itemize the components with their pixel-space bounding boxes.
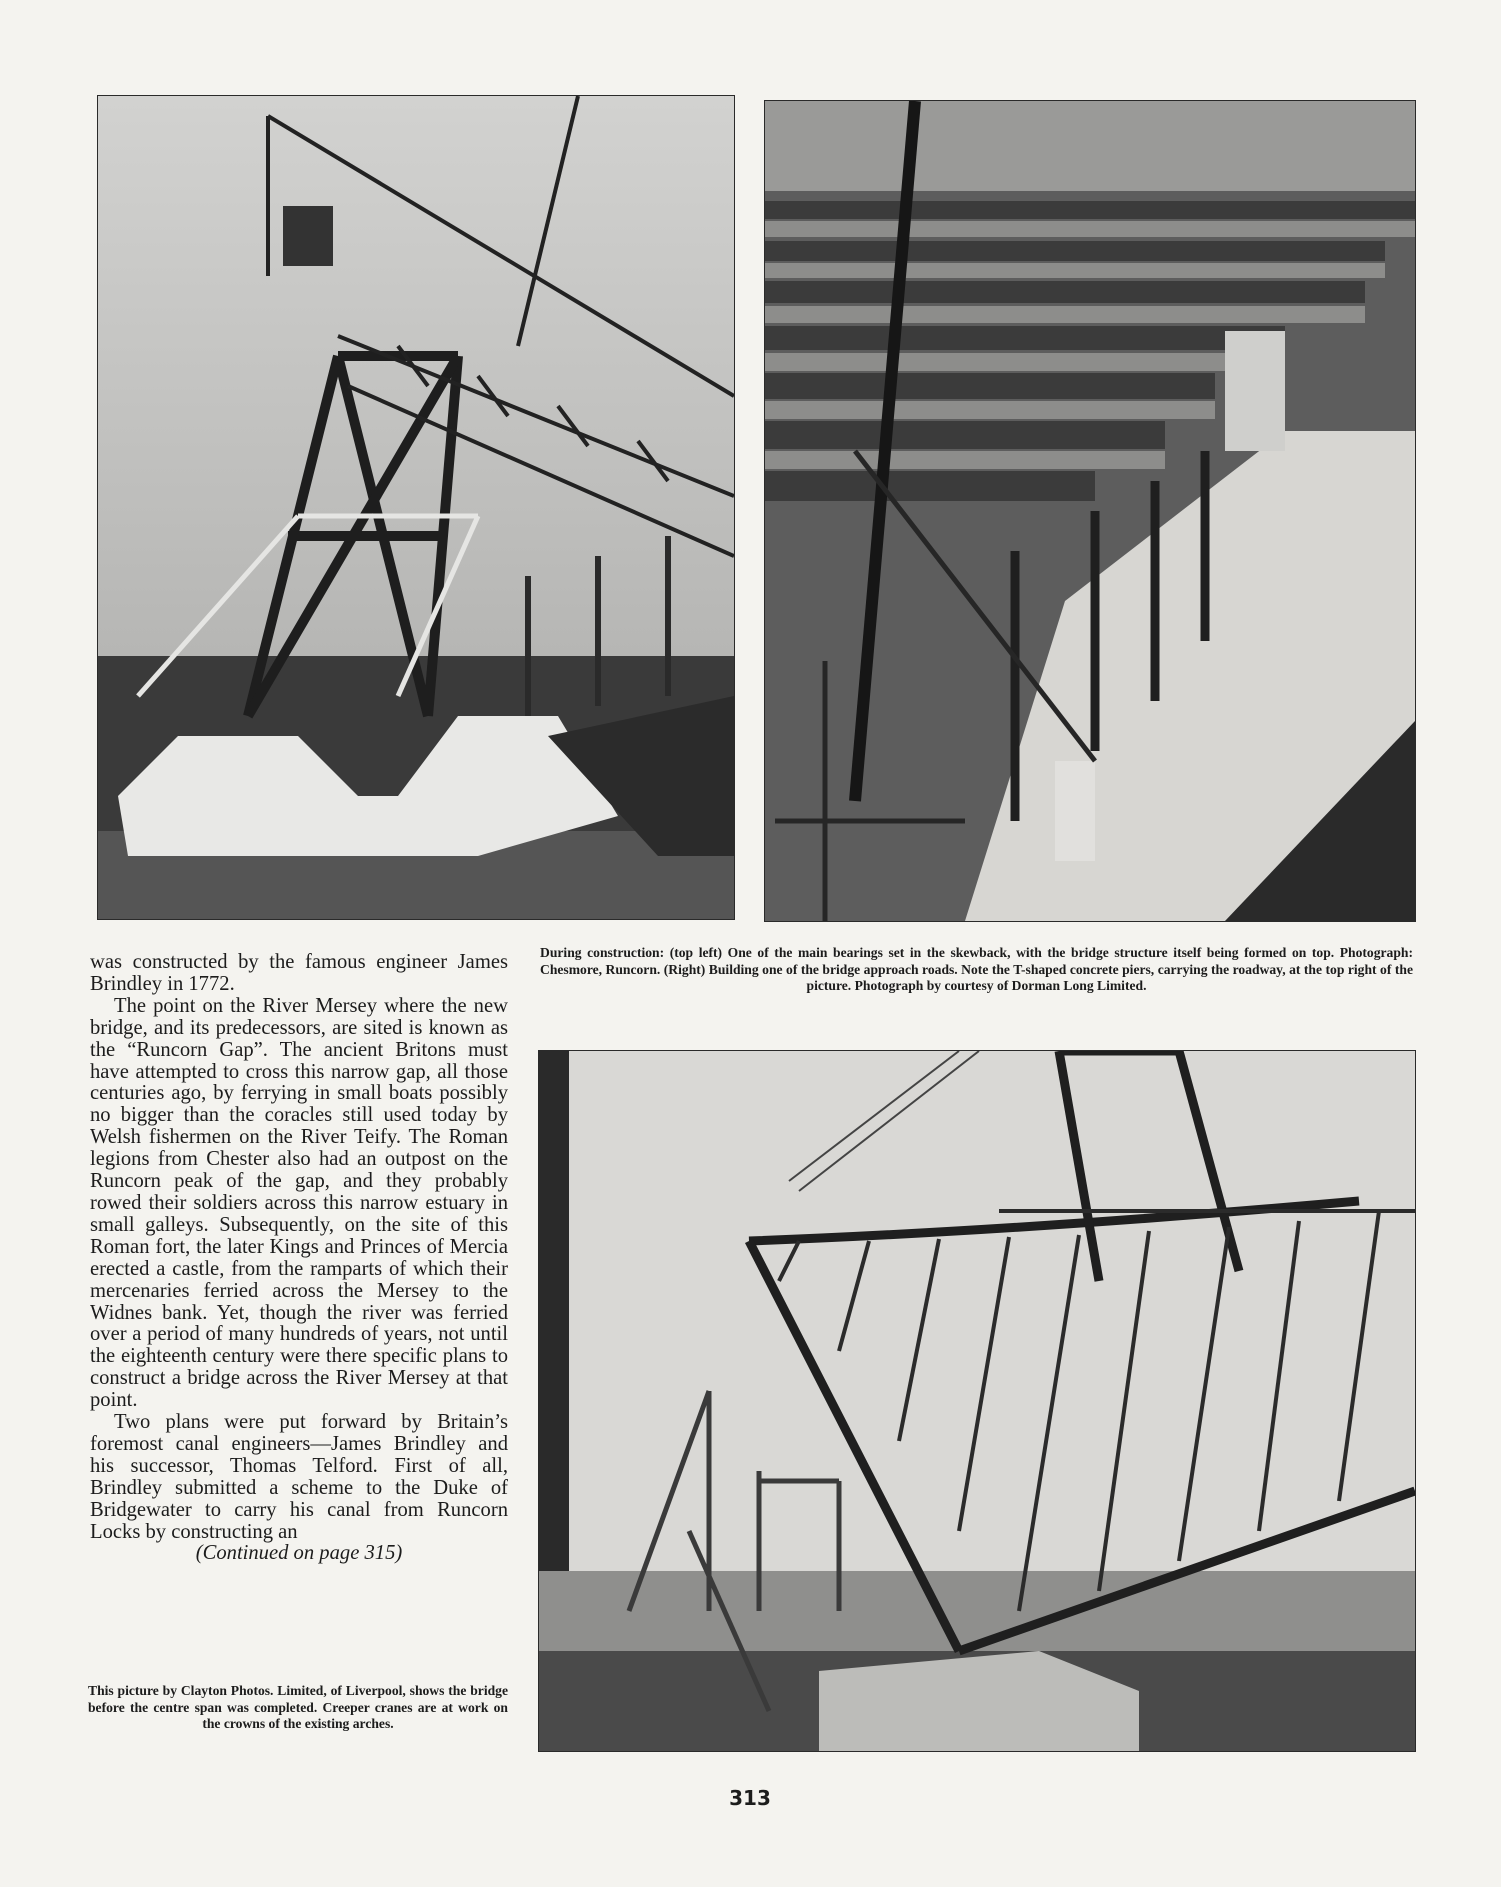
photo-top-right: [764, 100, 1416, 922]
paragraph-3: Two plans were put forward by Britain’s foremost canal engineers—James Brindley and his successor, Thomas Telford. First of all, Brindley submitted a scheme to the Duke of Bridgewater to carry his canal from Runcorn Locks by constructing an: [90, 1411, 508, 1543]
caption-bottom: This picture by Clayton Photos. Limited, of Liverpool, shows the bridge before the centre span was completed. Creeper cranes are at work on the crowns of the existing arches.: [88, 1683, 508, 1731]
bridge-bearing-illustration: [98, 96, 734, 919]
bridge-arches-illustration: [539, 1051, 1415, 1751]
caption-top: During construction: (top left) One of the main bearings set in the skewback, with the bridge structure itself being formed on top. Photograph: Chesmore, Runcorn. (Right) Building one of the bridge approach roads. Note the T-shaped concrete piers, carrying the roadway, at the top right of the picture. Photograph by courtesy of Dorman Long Limited.: [540, 945, 1413, 993]
article-body: [90, 952, 508, 1565]
photo-top-left: [97, 95, 735, 920]
approach-road-illustration: [765, 101, 1415, 921]
paragraph-2: The point on the River Mersey where the new bridge, and its predecessors, are sited is known as the “Runcorn Gap”. The ancient Britons must have attempted to cross this narrow gap, all those centuries ago, by ferrying in small boats possibly no bigger than the coracles still used today by Welsh fishermen on the River Teify. The Roman legions from Chester also had an outpost on the Runcorn peak of the gap, and they probably rowed their soldiers across this narrow estuary in small galleys. Subsequently, on the site of this Roman fort, the later Kings and Princes of Mercia erected a castle, from the ramparts of which their mercenaries ferried across the Mersey to the Widnes bank. Yet, though the river was ferried over a period of many hundreds of years, not until the eighteenth century were there specific plans to construct a bridge across the River Mersey at that point.: [90, 994, 508, 1412]
paragraph-1: was constructed by the famous engineer James Brindley in 1772.: [90, 951, 508, 995]
page-number: 313: [729, 1786, 771, 1810]
continued-note: (Continued on page 315): [195, 1542, 403, 1565]
photo-bottom: [538, 1050, 1416, 1752]
